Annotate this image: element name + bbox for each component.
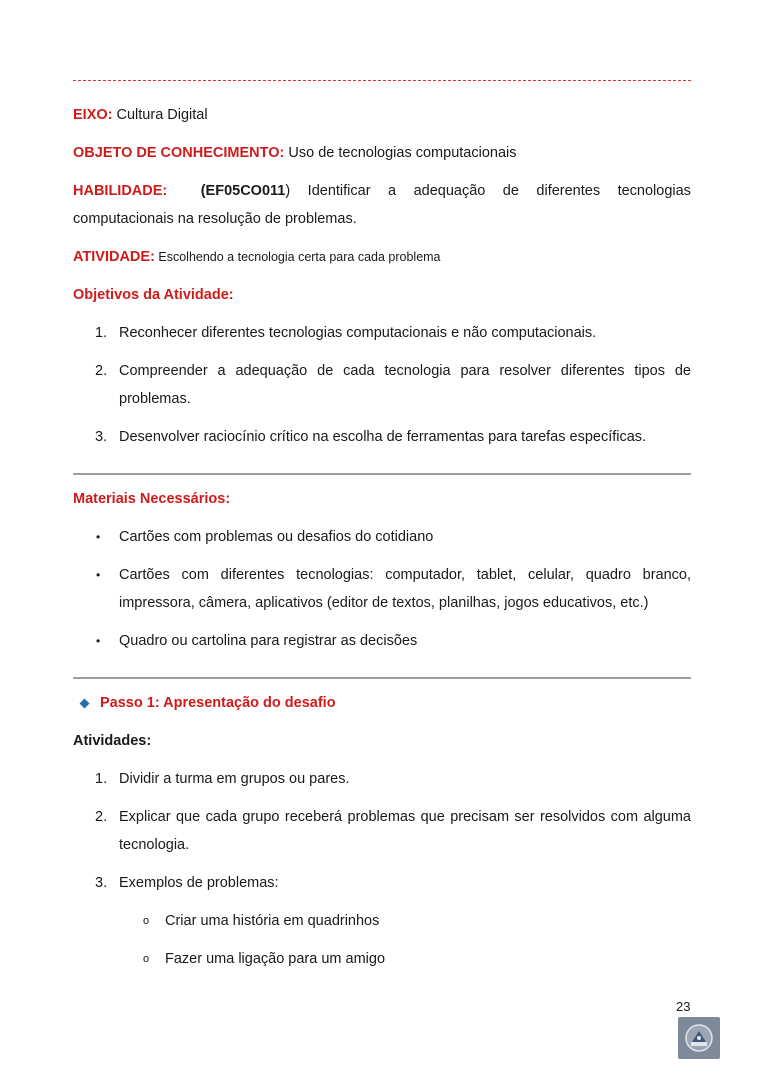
list-text: Criar uma história em quadrinhos bbox=[165, 913, 380, 929]
list-text: Cartões com diferentes tecnologias: computador, tablet, celular, quadro branco, impressora, câmera, aplicativos (editor de textos, planilhas, jogos educativos, etc.) bbox=[119, 567, 691, 611]
passo1-heading bbox=[73, 689, 691, 717]
list-item bbox=[73, 319, 691, 347]
habilidade-code: (EF05CO011 bbox=[200, 183, 286, 199]
list-number: 1. bbox=[95, 325, 108, 341]
objetivos-list bbox=[73, 319, 691, 451]
list-item bbox=[73, 945, 691, 973]
objeto-value: Uso de tecnologias computacionais bbox=[284, 145, 517, 161]
list-item bbox=[73, 627, 691, 655]
habilidade-line bbox=[73, 177, 691, 205]
list-item bbox=[73, 765, 691, 793]
list-number: 1. bbox=[95, 771, 108, 787]
list-text: Explicar que cada grupo receberá problemas que precisam ser resolvidos com alguma tecnologia. bbox=[119, 809, 691, 853]
list-text: Cartões com problemas ou desafios do cotidiano bbox=[119, 529, 434, 545]
habilidade-second-line: computacionais na resolução de problemas. bbox=[73, 211, 357, 227]
bullet-icon: • bbox=[96, 530, 101, 544]
list-text: Reconhecer diferentes tecnologias computacionais e não computacionais. bbox=[119, 325, 597, 341]
list-item bbox=[73, 423, 691, 451]
list-text: Fazer uma ligação para um amigo bbox=[165, 951, 386, 967]
habilidade-word: Identificar bbox=[307, 183, 371, 199]
circle-bullet-icon: o bbox=[143, 915, 150, 927]
document-page bbox=[73, 70, 691, 983]
habilidade-code-group bbox=[201, 177, 290, 205]
habilidade-word: tecnologias bbox=[617, 183, 691, 199]
list-number: 3. bbox=[95, 429, 108, 445]
habilidade-word: de bbox=[502, 183, 519, 199]
habilidade-label: HABILIDADE: bbox=[73, 183, 168, 199]
list-item bbox=[73, 803, 691, 859]
atividades-title: Atividades: bbox=[73, 733, 152, 749]
materiais-list bbox=[73, 523, 691, 655]
bullet-icon: • bbox=[96, 634, 101, 648]
passo1-list bbox=[73, 765, 691, 897]
atividade-label: ATIVIDADE: bbox=[73, 249, 155, 265]
habilidade-paren: ) bbox=[285, 183, 291, 199]
circle-bullet-icon: o bbox=[143, 953, 150, 965]
logo-emblem-icon bbox=[682, 1021, 716, 1055]
objeto-label: OBJETO DE CONHECIMENTO: bbox=[73, 145, 285, 161]
list-text: Quadro ou cartolina para registrar as decisões bbox=[119, 633, 418, 649]
habilidade-word: diferentes bbox=[536, 183, 601, 199]
bullet-icon: • bbox=[96, 568, 101, 582]
materiais-title: Materiais Necessários: bbox=[73, 491, 231, 507]
passo1-title: Passo 1: Apresentação do desafio bbox=[100, 695, 336, 711]
objeto-line bbox=[73, 139, 691, 167]
school-logo-icon bbox=[678, 1017, 720, 1059]
section-divider bbox=[73, 677, 691, 679]
problemas-sublist bbox=[73, 907, 691, 973]
list-item bbox=[73, 357, 691, 413]
list-item bbox=[73, 869, 691, 897]
section-divider bbox=[73, 473, 691, 475]
list-number: 3. bbox=[95, 875, 108, 891]
atividade-value: Escolhendo a tecnologia certa para cada problema bbox=[154, 250, 441, 264]
diamond-icon bbox=[80, 698, 90, 708]
objetivos-title: Objetivos da Atividade: bbox=[73, 287, 234, 303]
dashed-separator bbox=[73, 80, 691, 81]
list-number: 2. bbox=[95, 363, 108, 379]
list-item bbox=[73, 561, 691, 617]
page-number: 23 bbox=[676, 999, 691, 1014]
habilidade-word: adequação bbox=[413, 183, 486, 199]
list-text: Desenvolver raciocínio crítico na escolha de ferramentas para tarefas específicas. bbox=[119, 429, 647, 445]
list-item bbox=[73, 907, 691, 935]
list-text: Dividir a turma em grupos ou pares. bbox=[119, 771, 350, 787]
eixo-value: Cultura Digital bbox=[112, 107, 208, 123]
atividade-line bbox=[73, 243, 691, 271]
eixo-label: EIXO: bbox=[73, 107, 113, 123]
list-item bbox=[73, 523, 691, 551]
list-number: 2. bbox=[95, 809, 108, 825]
habilidade-word: a bbox=[388, 183, 397, 199]
eixo-line bbox=[73, 101, 691, 129]
list-text: Exemplos de problemas: bbox=[119, 875, 279, 891]
list-text: Compreender a adequação de cada tecnologia para resolver diferentes tipos de problemas. bbox=[119, 363, 691, 407]
